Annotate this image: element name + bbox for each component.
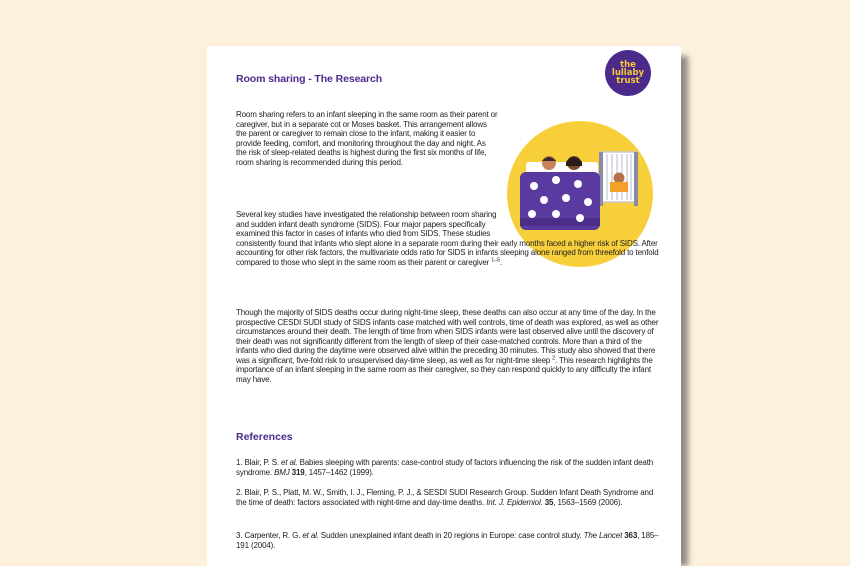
- cot-icon: [599, 152, 638, 206]
- paragraph-intro: Room sharing refers to an infant sleeping in the same room as their parent or caregiver, but in a separate cot or Moses basket. This arrangement allows the parent or caregiver to remain close to the infant, making it easier to provide feeding, comfort, and monitoring throughout the day and night. As the risk of sleep-related deaths is highest during the first six months of life, room sharing is recommended during this period.: [236, 110, 498, 167]
- ref-italic: et al.: [281, 458, 298, 467]
- paragraph-studies-end: .: [500, 257, 503, 267]
- ref-volume: 35: [542, 497, 554, 507]
- paragraph-time-part1: Though the majority of SIDS deaths occur during night-time sleep, these deaths can also occur at any time of the day. In the prospective CESDI SUDI study of SIDS infants case matched with well controls, time of death was explored, as well as other circumstances around their death. The length of time from when SIDS infants were last observed alive until the discovery of their death was not significantly different from the length of sleep of their case-matched controls. More than a third of the infants who died during the daytime were observed alive within the preceding 30 minutes. This study also showed that there was a significant, five-fold risk to unsupervised day-time sleep, as well as for night-time sleep: [236, 308, 659, 365]
- ref-volume: 319: [289, 467, 305, 477]
- page-title: Room sharing - The Research: [236, 73, 383, 85]
- ref-journal: Int. J. Epidemiol.: [486, 497, 543, 507]
- logo-line: trust: [616, 76, 640, 86]
- reference-item: [236, 488, 661, 507]
- ref-journal: BMJ: [274, 467, 290, 477]
- paragraph-time-part2: . This research highlights the importance of an infant sleeping in the same room as their caregiver, so they can respond quickly to any difficulty the infant may have.: [236, 355, 653, 384]
- citation-superscript: 1–5: [491, 256, 500, 263]
- ref-pages: , 185–191 (2004).: [236, 531, 659, 550]
- ref-text: 3. Carpenter, R. G.: [236, 531, 303, 540]
- ref-pages: , 1457–1462 (1999).: [304, 467, 374, 477]
- reference-item: [236, 458, 661, 477]
- reference-item: [236, 531, 661, 550]
- ref-text: 1. Blair, P. S.: [236, 458, 282, 467]
- ref-volume: 363: [622, 531, 638, 540]
- ref-journal: The Lancet: [583, 531, 623, 540]
- ref-italic: et al.: [302, 531, 319, 540]
- document-page: [207, 46, 681, 566]
- references-heading: References: [236, 431, 293, 443]
- paragraph-studies-part2: consistently found that infants who slept alone in a separate room during their early months faced a higher risk of SIDS. After accounting for other risk factors, the multivariate odds ratio for SIDS in infants sleeping alone ranged from threefold to tenfold compared to those who slept in the same room as their parent or caregiver: [236, 238, 659, 267]
- paragraph-studies: [236, 210, 661, 267]
- citation-superscript: 2: [552, 354, 556, 361]
- paragraph-studies-part1: Several key studies have investigated the relationship between room sharing and sudden infant death syndrome (SIDS). Four major papers specifically examined this factor in cases of infants who died from SIDS. These studies: [236, 210, 497, 238]
- logo-line: the: [620, 60, 636, 70]
- ref-text: Babies sleeping with parents: case-control study of factors influencing the risk of the sudden infant death syndrome.: [236, 458, 654, 477]
- ref-pages: , 1563–1569 (2006).: [553, 497, 623, 507]
- logo-line: lullaby: [611, 68, 645, 78]
- ref-text: Sudden unexplained infant death in 20 regions in Europe: case control study.: [318, 531, 584, 540]
- paragraph-time-of-death: [236, 308, 661, 384]
- lullaby-trust-logo: [605, 50, 651, 96]
- ref-text: 2. Blair, P. S., Platt, M. W., Smith, I. J., Fleming, P. J., & SESDI SUDI Research Group. Sudden Infant Death Syndrome and the time of death: factors associated with night-time and day-time deaths.: [236, 488, 654, 507]
